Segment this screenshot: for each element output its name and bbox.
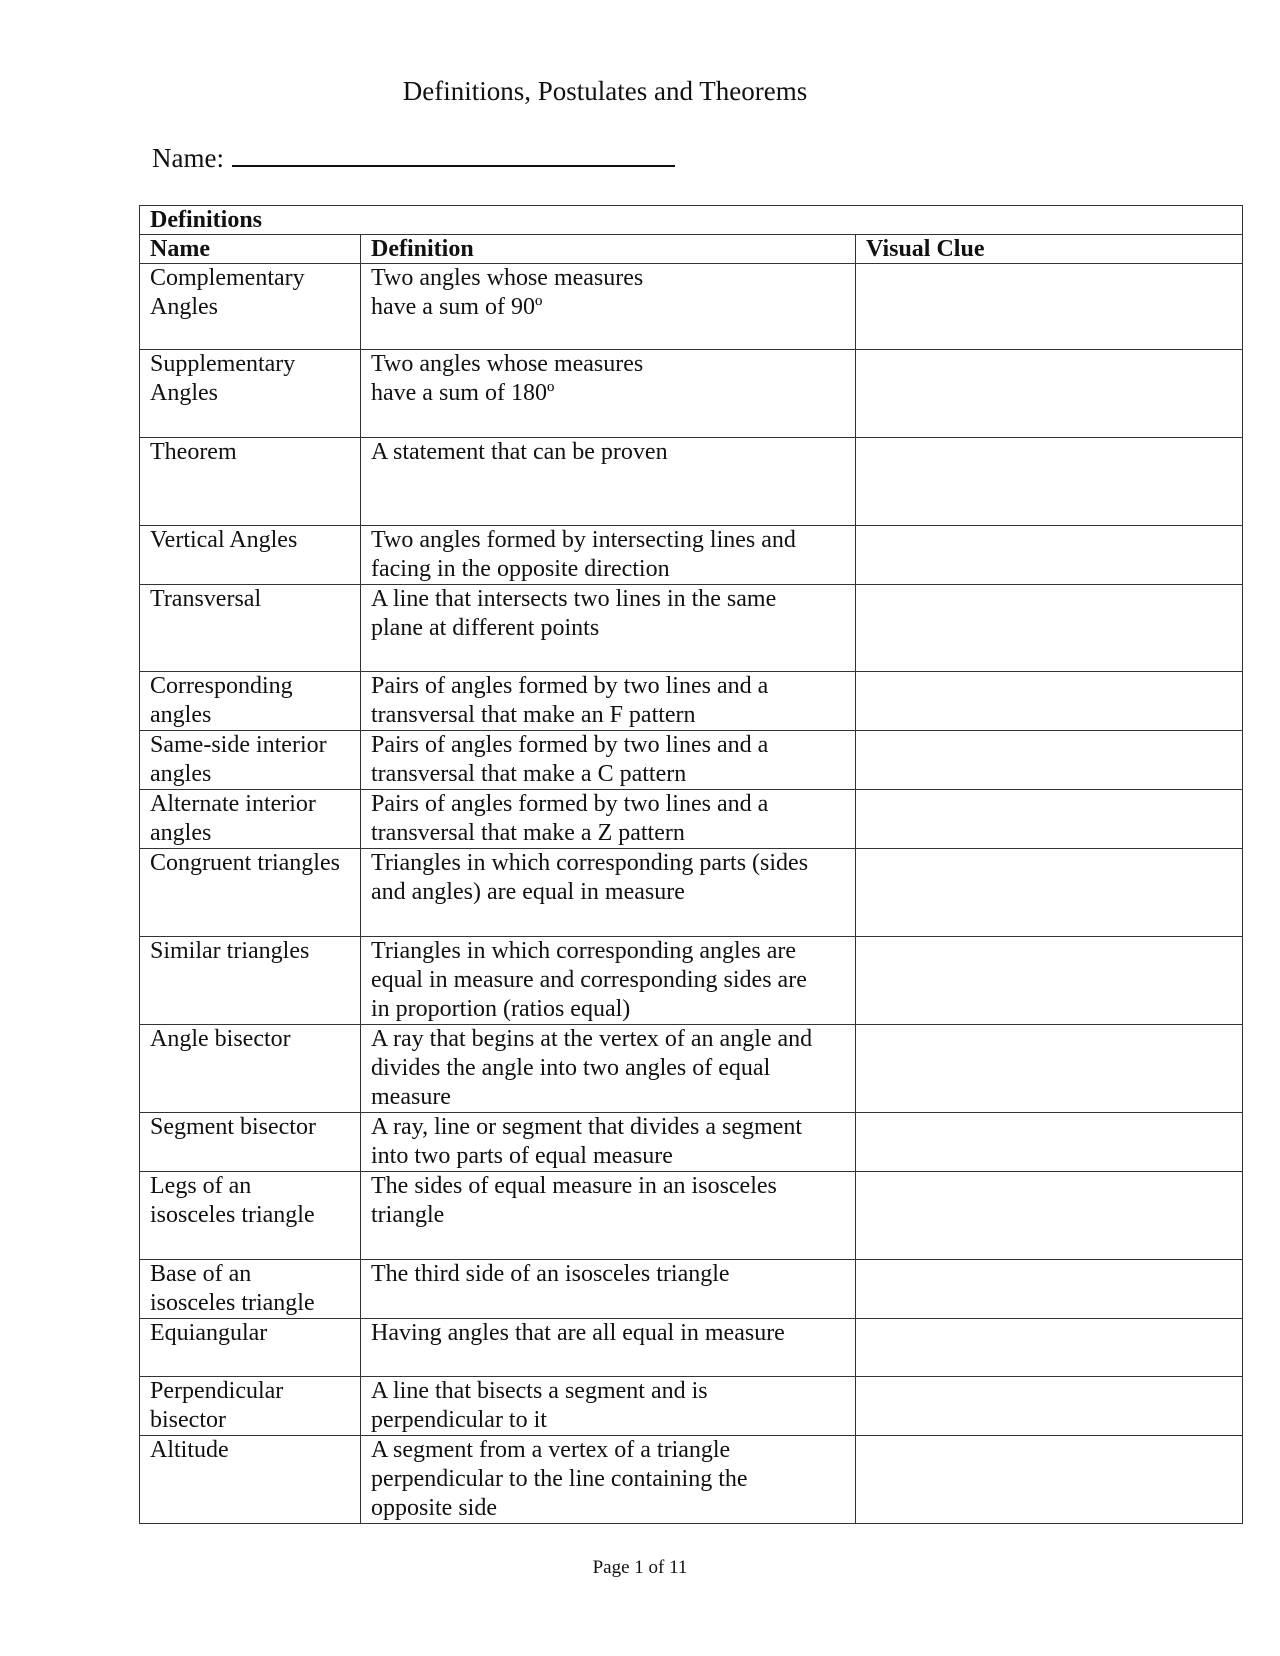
visual-clue-cell[interactable]: [856, 672, 1243, 731]
table-row: [140, 526, 1243, 585]
column-header-row: [140, 235, 1243, 264]
visual-clue-cell[interactable]: [856, 1319, 1243, 1377]
term-name-cell: Segment bisector: [140, 1113, 361, 1172]
visual-clue-cell[interactable]: [856, 790, 1243, 849]
section-title: Definitions: [140, 206, 1243, 235]
visual-clue-cell[interactable]: [856, 731, 1243, 790]
visual-clue-cell[interactable]: [856, 1025, 1243, 1113]
visual-clue-cell[interactable]: [856, 1113, 1243, 1172]
visual-clue-cell[interactable]: [856, 1377, 1243, 1436]
term-name-cell: Base of an isosceles triangle: [140, 1260, 361, 1319]
term-name-cell: Same-side interior angles: [140, 731, 361, 790]
table-row: [140, 790, 1243, 849]
name-line: [152, 141, 675, 175]
term-name-cell: Congruent triangles: [140, 849, 361, 937]
definition-cell: Pairs of angles formed by two lines and a transversal that make a C pattern: [361, 731, 856, 790]
definition-cell: A segment from a vertex of a triangle perpendicular to the line containing the opposite side: [361, 1436, 856, 1524]
definition-cell: A line that intersects two lines in the same plane at different points: [361, 585, 856, 672]
term-name-cell: Transversal: [140, 585, 361, 672]
table-row: [140, 1113, 1243, 1172]
definition-cell: Two angles whose measures have a sum of 90º: [361, 264, 856, 350]
visual-clue-cell[interactable]: [856, 438, 1243, 526]
page-number: Page 1 of 11: [592, 1557, 688, 1578]
visual-clue-cell[interactable]: [856, 526, 1243, 585]
term-name-cell: Equiangular: [140, 1319, 361, 1377]
definitions-table: [139, 205, 1243, 1524]
table-row: [140, 1436, 1243, 1524]
table-row: [140, 849, 1243, 937]
definition-cell: A ray, line or segment that divides a segment into two parts of equal measure: [361, 1113, 856, 1172]
visual-clue-cell[interactable]: [856, 350, 1243, 438]
table-row: [140, 1377, 1243, 1436]
term-name-cell: Corresponding angles: [140, 672, 361, 731]
term-name-cell: Vertical Angles: [140, 526, 361, 585]
visual-clue-cell[interactable]: [856, 585, 1243, 672]
definition-cell: Pairs of angles formed by two lines and a transversal that make an F pattern: [361, 672, 856, 731]
definition-cell: Having angles that are all equal in measure: [361, 1319, 856, 1377]
table-row: [140, 264, 1243, 350]
visual-clue-cell[interactable]: [856, 849, 1243, 937]
term-name-cell: Angle bisector: [140, 1025, 361, 1113]
term-name-cell: Altitude: [140, 1436, 361, 1524]
definition-cell: A line that bisects a segment and is perpendicular to it: [361, 1377, 856, 1436]
term-name-cell: Alternate interior angles: [140, 790, 361, 849]
definition-cell: Two angles formed by intersecting lines and facing in the opposite direction: [361, 526, 856, 585]
visual-clue-cell[interactable]: [856, 937, 1243, 1025]
term-name-cell: Perpendicular bisector: [140, 1377, 361, 1436]
visual-clue-cell[interactable]: [856, 1172, 1243, 1260]
visual-clue-cell[interactable]: [856, 1260, 1243, 1319]
definition-cell: Triangles in which corresponding angles are equal in measure and corresponding sides are in proportion (ratios equal): [361, 937, 856, 1025]
table-row: [140, 672, 1243, 731]
term-name-cell: Similar triangles: [140, 937, 361, 1025]
definition-cell: Pairs of angles formed by two lines and a transversal that make a Z pattern: [361, 790, 856, 849]
definition-cell: A statement that can be proven: [361, 438, 856, 526]
table-row: [140, 1260, 1243, 1319]
visual-clue-cell[interactable]: [856, 264, 1243, 350]
table-row: [140, 937, 1243, 1025]
table-row: [140, 1172, 1243, 1260]
definition-cell: The third side of an isosceles triangle: [361, 1260, 856, 1319]
column-header-visual-clue: Visual Clue: [856, 235, 1243, 264]
table-row: [140, 1319, 1243, 1377]
table-row: [140, 585, 1243, 672]
definitions-body: [140, 264, 1243, 1524]
table-row: [140, 1025, 1243, 1113]
column-header-definition: Definition: [361, 235, 856, 264]
term-name-cell: Supplementary Angles: [140, 350, 361, 438]
section-header-row: [140, 206, 1243, 235]
name-blank-line: [232, 141, 675, 167]
term-name-cell: Legs of an isosceles triangle: [140, 1172, 361, 1260]
definition-cell: Triangles in which corresponding parts (sides and angles) are equal in measure: [361, 849, 856, 937]
table-row: [140, 438, 1243, 526]
definition-cell: Two angles whose measures have a sum of 180º: [361, 350, 856, 438]
column-header-name: Name: [140, 235, 361, 264]
document-title: Definitions, Postulates and Theorems: [402, 76, 808, 106]
visual-clue-cell[interactable]: [856, 1436, 1243, 1524]
table-row: [140, 350, 1243, 438]
term-name-cell: Complementary Angles: [140, 264, 361, 350]
definition-cell: A ray that begins at the vertex of an angle and divides the angle into two angles of equal measure: [361, 1025, 856, 1113]
term-name-cell: Theorem: [140, 438, 361, 526]
name-label: Name:: [152, 143, 224, 173]
definition-cell: The sides of equal measure in an isosceles triangle: [361, 1172, 856, 1260]
table-row: [140, 731, 1243, 790]
